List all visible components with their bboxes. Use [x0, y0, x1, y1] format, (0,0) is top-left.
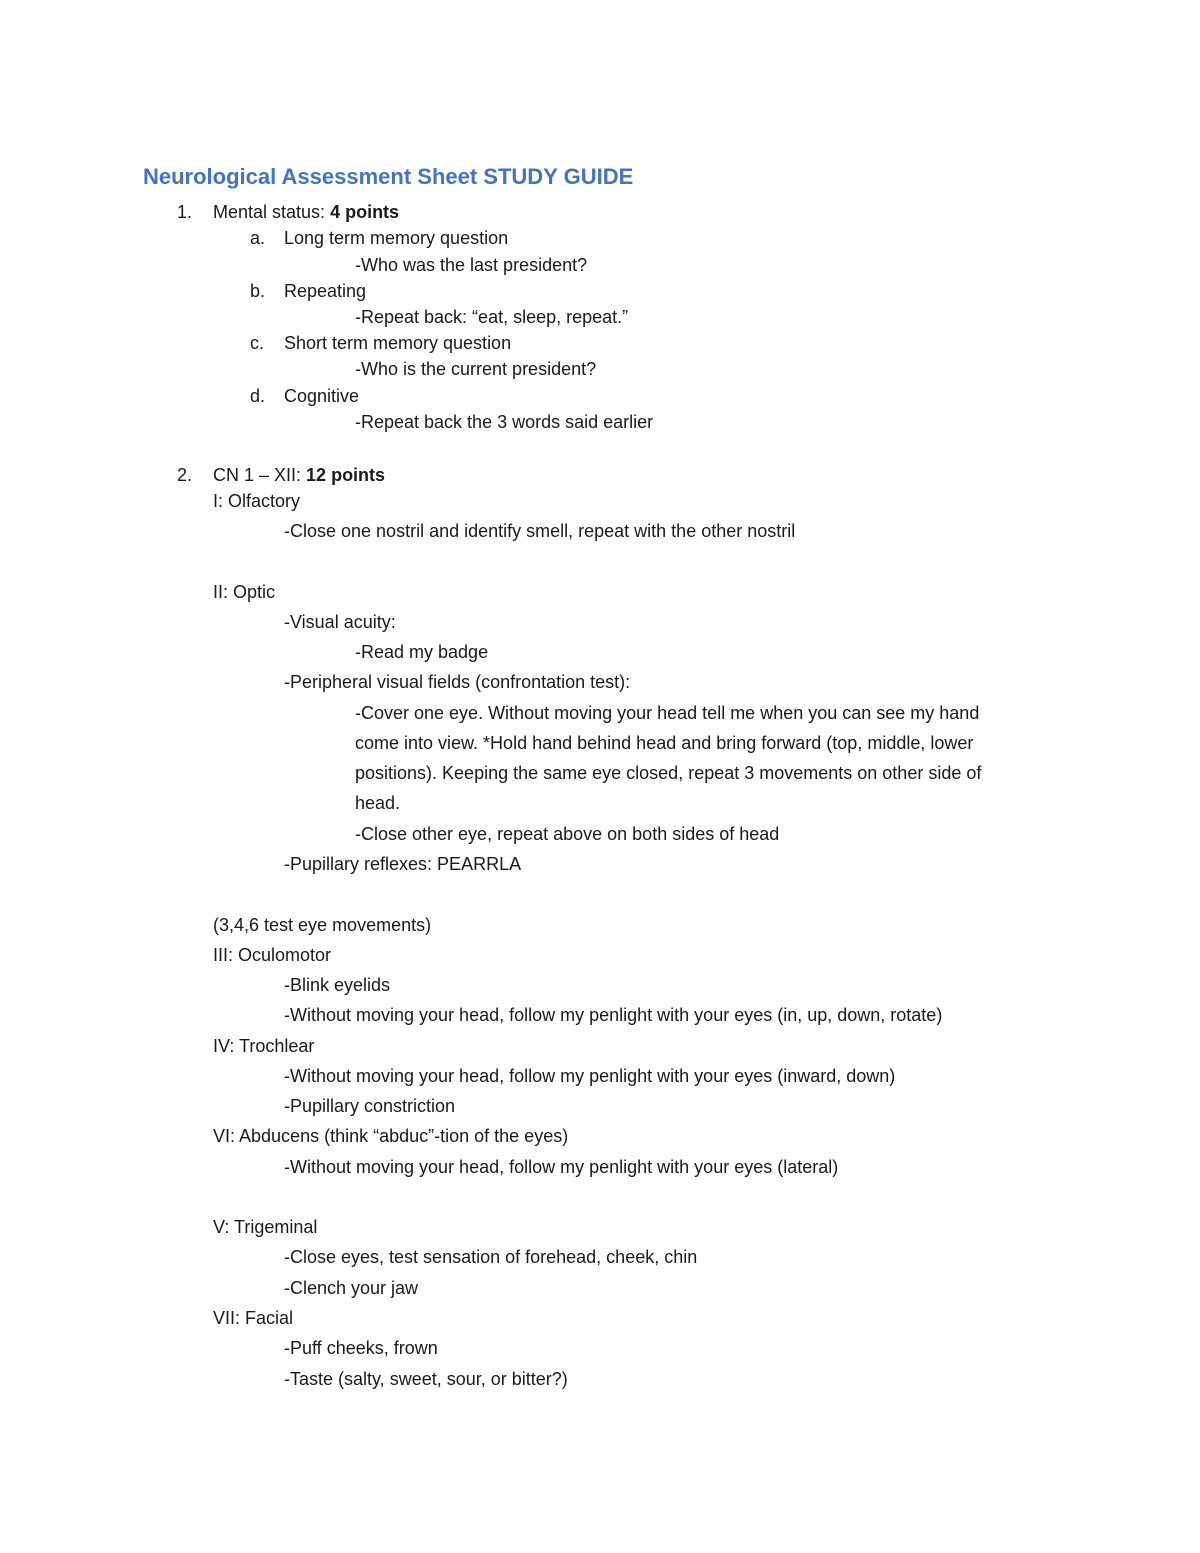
cn-abducens: VI: Abducens (think “abduc”-tion of the eyes) [213, 1126, 569, 1146]
section-1-heading [213, 200, 399, 224]
item-c-detail: -Who is the current president? [355, 359, 597, 379]
facial-detail-2: -Taste (salty, sweet, sour, or bitter?) [284, 1369, 568, 1389]
cn-optic: II: Optic [213, 582, 276, 602]
item-a-label: Long term memory question [284, 228, 509, 248]
section-1-label: Mental status: [213, 202, 331, 222]
section-2-label: CN 1 – XII: [213, 465, 307, 485]
item-b-letter: b. [250, 281, 266, 301]
trigeminal-detail-2: -Clench your jaw [284, 1278, 419, 1298]
item-d-label: Cognitive [284, 386, 360, 406]
oculomotor-detail-2: -Without moving your head, follow my penlight with your eyes (in, up, down, rotate) [284, 1005, 943, 1025]
cn-olfactory: I: Olfactory [213, 491, 301, 511]
page-title: Neurological Assessment Sheet STUDY GUIDE [143, 164, 634, 189]
trochlear-detail-1: -Without moving your head, follow my penlight with your eyes (inward, down) [284, 1066, 896, 1086]
cn-oculomotor: III: Oculomotor [213, 945, 332, 965]
item-b-detail: -Repeat back: “eat, sleep, repeat.” [355, 307, 629, 327]
optic-peripheral-line-4: head. [355, 793, 401, 813]
cn-facial: VII: Facial [213, 1308, 294, 1328]
optic-close-other-eye: -Close other eye, repeat above on both sides of head [355, 824, 780, 844]
cn-trigeminal: V: Trigeminal [213, 1217, 318, 1237]
optic-badge: -Read my badge [355, 642, 489, 662]
optic-pupillary: -Pupillary reflexes: PEARRLA [284, 854, 522, 874]
trigeminal-detail-1: -Close eyes, test sensation of forehead, cheek, chin [284, 1247, 698, 1267]
oculomotor-detail-1: -Blink eyelids [284, 975, 391, 995]
section-1-number: 1. [177, 202, 193, 222]
item-d-letter: d. [250, 386, 266, 406]
optic-peripheral-line-1: -Cover one eye. Without moving your head tell me when you can see my hand [355, 703, 980, 723]
item-c-letter: c. [250, 333, 265, 353]
section-2-heading [213, 463, 385, 487]
eye-movements-note: (3,4,6 test eye movements) [213, 915, 432, 935]
olfactory-detail-1: -Close one nostril and identify smell, repeat with the other nostril [284, 521, 796, 541]
section-2-number: 2. [177, 465, 193, 485]
optic-peripheral-line-2: come into view. *Hold hand behind head and bring forward (top, middle, lower [355, 733, 974, 753]
item-d-detail: -Repeat back the 3 words said earlier [355, 412, 654, 432]
section-1-points: 4 points [330, 202, 400, 222]
item-a-detail: -Who was the last president? [355, 255, 588, 275]
cn-trochlear: IV: Trochlear [213, 1036, 315, 1056]
optic-acuity: -Visual acuity: [284, 612, 396, 632]
trochlear-detail-2: -Pupillary constriction [284, 1096, 456, 1116]
item-a-letter: a. [250, 228, 266, 248]
section-2-points: 12 points [306, 465, 386, 485]
item-c-label: Short term memory question [284, 333, 512, 353]
item-b-label: Repeating [284, 281, 367, 301]
abducens-detail-1: -Without moving your head, follow my penlight with your eyes (lateral) [284, 1157, 839, 1177]
facial-detail-1: -Puff cheeks, frown [284, 1338, 438, 1358]
optic-peripheral: -Peripheral visual fields (confrontation test): [284, 672, 631, 692]
optic-peripheral-line-3: positions). Keeping the same eye closed, repeat 3 movements on other side of [355, 763, 982, 783]
